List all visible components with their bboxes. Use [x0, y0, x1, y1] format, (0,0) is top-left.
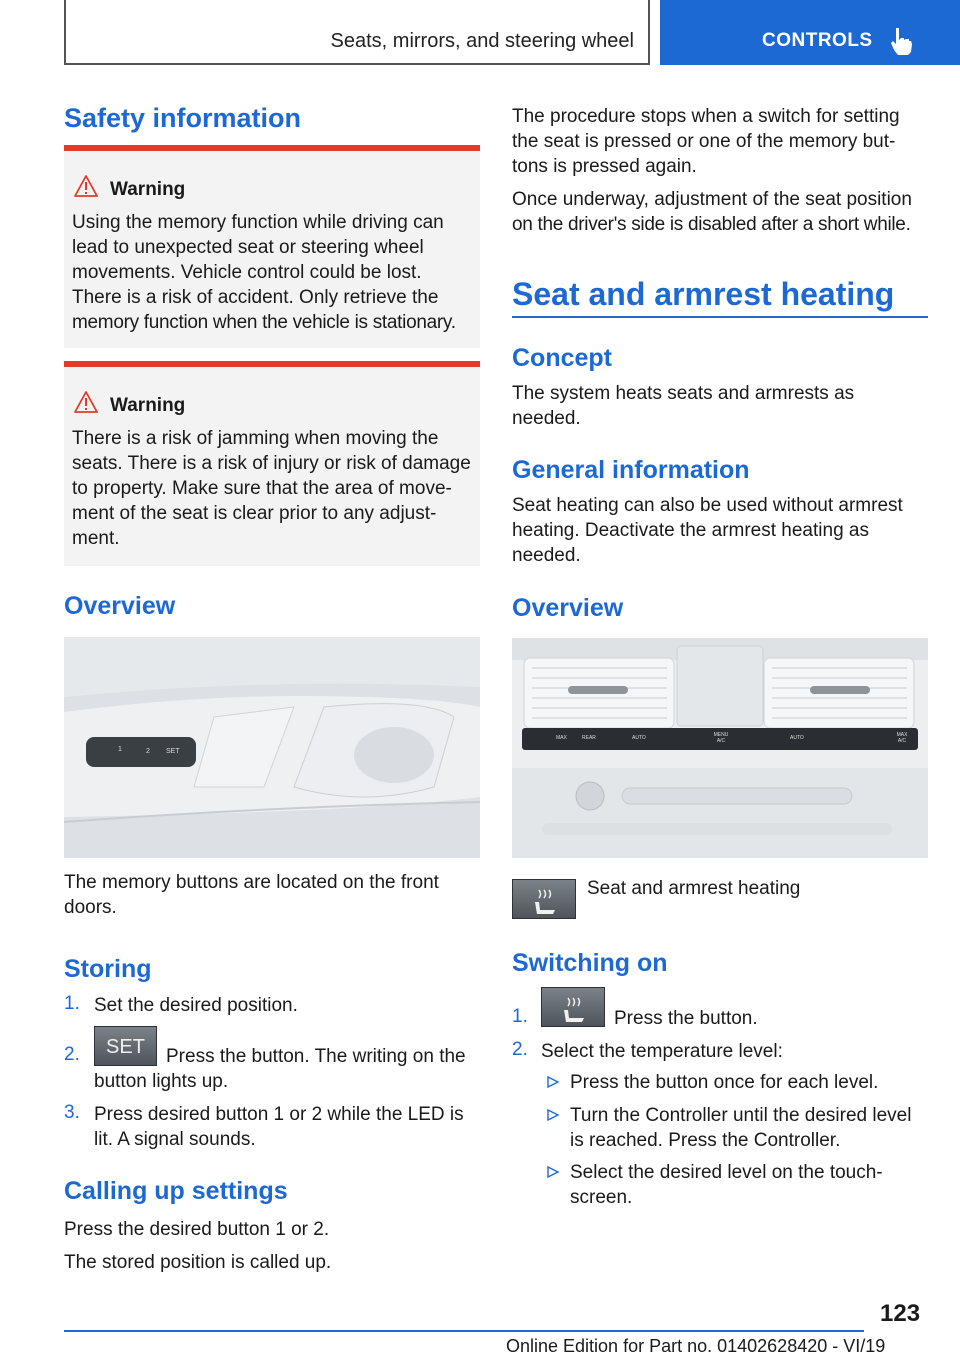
body-line: the seat is pressed or one of the memory but-	[512, 131, 896, 152]
bullet-triangle-icon	[547, 1076, 559, 1088]
body-line: needed.	[512, 408, 581, 429]
set-button-icon	[94, 1026, 157, 1066]
memory-button-2-label: 2	[146, 748, 150, 755]
warning-text	[72, 426, 476, 551]
caption-line: doors.	[64, 897, 117, 918]
step-text: Press the button. The writing on the	[166, 1046, 466, 1067]
heading-rule	[512, 316, 928, 318]
body-line: Press the desired button 1 or 2.	[64, 1219, 330, 1240]
general-info-text	[512, 493, 928, 568]
warning-title: Warning	[110, 179, 186, 200]
warning-title: Warning	[110, 395, 186, 416]
warning-triangle-icon	[74, 175, 98, 197]
body-line: needed.	[512, 545, 581, 566]
edition-note: Online Edition for Part no. 01402628420 - VI/19	[506, 1336, 886, 1356]
seat-heating-icon	[512, 879, 576, 919]
calling-up-heading: Calling up settings	[64, 1177, 288, 1205]
chapter-tab	[660, 0, 960, 65]
storing-heading: Storing	[64, 955, 152, 983]
bullet-text: Turn the Controller until the desired level	[570, 1105, 912, 1126]
set-button-label: SET	[106, 1036, 145, 1058]
overview-caption	[64, 870, 480, 920]
door-memory-buttons-image	[64, 637, 480, 858]
section-title: Seats, mirrors, and steering wheel	[330, 30, 634, 52]
page-header	[0, 0, 960, 66]
seat-heat-symbol-icon	[542, 988, 606, 1028]
caption-line: The memory buttons are located on the front	[64, 872, 439, 893]
step-number: 2.	[64, 1044, 80, 1065]
step-text: Press the button.	[614, 1008, 758, 1029]
switching-on-heading: Switching on	[512, 949, 668, 977]
bullet-triangle-icon	[547, 1109, 559, 1121]
intro-paragraph	[512, 104, 932, 237]
climate-panel-illustration	[512, 638, 928, 858]
step-text: Set the desired position.	[94, 995, 298, 1016]
page-number: 123	[880, 1300, 921, 1327]
panel-label-max-ac: MAX A/C	[896, 732, 908, 744]
step-number: 2.	[512, 1039, 528, 1060]
step-number: 1.	[64, 993, 80, 1014]
bullet-triangle-icon	[547, 1166, 559, 1178]
main-section-heading: Seat and armrest heating	[512, 276, 895, 312]
door-panel-illustration	[64, 637, 480, 858]
seat-heating-button-icon	[541, 987, 605, 1027]
warning-text	[72, 210, 476, 335]
memory-set-label: SET	[166, 748, 180, 755]
warning-line: There is a risk of accident. Only retrieve the	[72, 287, 439, 308]
overview-heading-right: Overview	[512, 594, 624, 622]
warning-line: lead to unexpected seat or steering wheel	[72, 237, 424, 258]
concept-heading: Concept	[512, 344, 612, 372]
step-text: button lights up.	[94, 1071, 229, 1092]
bullet-text: is reached. Press the Controller.	[570, 1130, 841, 1151]
panel-label-auto-2: AUTO	[790, 735, 804, 741]
warning-box-1	[64, 145, 480, 348]
section-tab	[64, 0, 650, 65]
warning-line: Using the memory function while driving can	[72, 212, 444, 233]
climate-panel-image	[512, 638, 928, 858]
step-text: Select the temperature level:	[541, 1041, 783, 1062]
seat-heat-symbol-icon	[513, 880, 577, 920]
warning-line: memory function when the vehicle is stationary.	[72, 312, 456, 333]
step-number: 1.	[512, 1006, 528, 1027]
panel-label-max: MAX	[556, 735, 567, 741]
panel-label-auto: AUTO	[632, 735, 646, 741]
body-line: heating. Deactivate the armrest heating as	[512, 520, 869, 541]
general-info-heading: General information	[512, 456, 750, 484]
icon-caption: Seat and armrest heating	[587, 878, 801, 899]
footer-rule	[64, 1330, 864, 1332]
warning-line: ment of the seat is clear prior to any adjust-	[72, 503, 437, 524]
bullet-text: screen.	[570, 1187, 633, 1208]
pointing-hand-icon	[888, 26, 914, 56]
concept-text	[512, 381, 928, 431]
body-line: Once underway, adjustment of the seat position	[512, 189, 912, 210]
safety-heading: Safety information	[64, 103, 302, 133]
step-text: Press desired button 1 or 2 while the LED is	[94, 1104, 464, 1125]
bullet-text: Press the button once for each level.	[570, 1072, 879, 1093]
body-line: The system heats seats and armrests as	[512, 383, 855, 404]
overview-heading: Overview	[64, 592, 176, 620]
warning-box-2	[64, 361, 480, 566]
calling-up-text	[64, 1213, 480, 1279]
warning-line: ment.	[72, 528, 120, 549]
step-number: 3.	[64, 1102, 80, 1123]
panel-label-rear: REAR	[582, 735, 596, 741]
warning-line: movements. Vehicle control could be lost.	[72, 262, 422, 283]
body-line: tons is pressed again.	[512, 156, 697, 177]
warning-line: There is a risk of jamming when moving the	[72, 428, 439, 449]
memory-button-1-label: 1	[118, 746, 122, 753]
step-text: lit. A signal sounds.	[94, 1129, 256, 1150]
warning-line: to property. Make sure that the area of move-	[72, 478, 452, 499]
warning-line: seats. There is a risk of injury or risk of damage	[72, 453, 471, 474]
bullet-text: Select the desired level on the touch-	[570, 1162, 883, 1183]
body-line: Seat heating can also be used without armrest	[512, 495, 903, 516]
chapter-title: CONTROLS	[762, 30, 873, 51]
panel-label-menu: MENU A/C	[713, 732, 729, 744]
body-line: The procedure stops when a switch for setting	[512, 106, 900, 127]
warning-triangle-icon	[74, 391, 98, 413]
body-line: on the driver's side is disabled after a short while.	[512, 214, 911, 235]
body-line: The stored position is called up.	[64, 1252, 332, 1273]
